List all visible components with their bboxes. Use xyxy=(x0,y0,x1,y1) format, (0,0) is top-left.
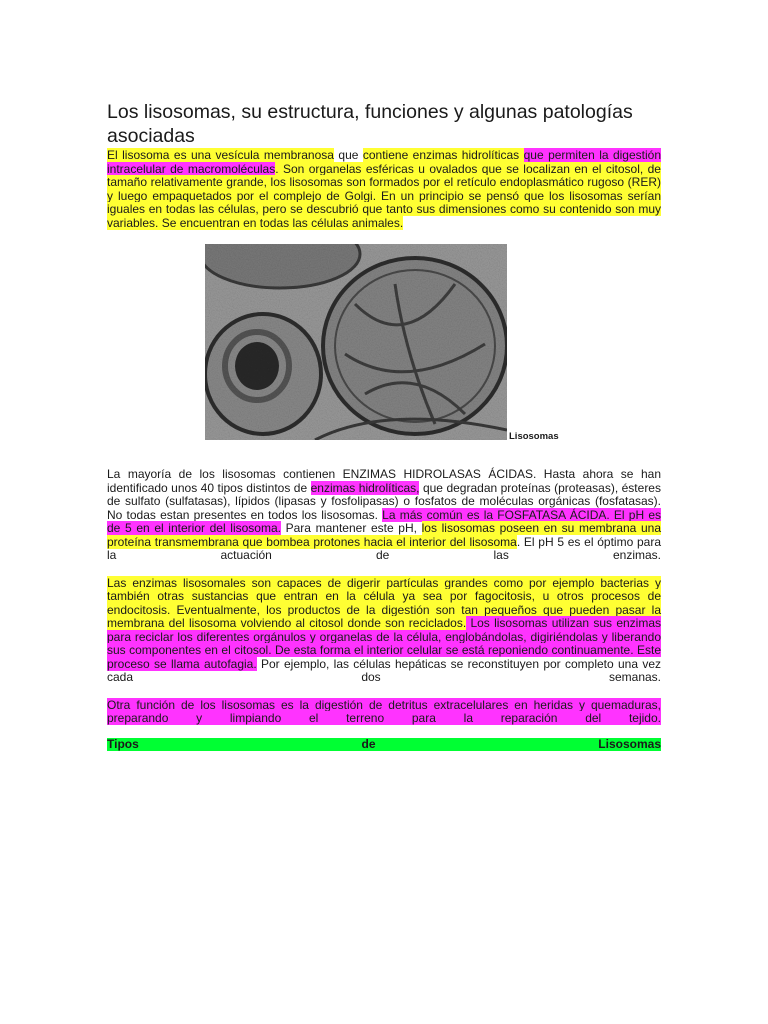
paragraph-other-function xyxy=(107,699,661,726)
highlight-magenta: Los lisosomas utilizan sus enzimas para reciclar los diferentes orgánulos y organelas de la célula, englobándolas, digiriéndolas y liberando sus componentes en el citosol. De esta forma el interior celular se está reponiendo continuamente. Este proceso se llama autofagia. xyxy=(107,616,661,671)
document-page xyxy=(107,100,661,751)
figure-caption: Lisosomas xyxy=(509,431,559,442)
highlight-yellow: . Son organelas esféricas u ovalados que se localizan en el citosol, de tamaño relativamente grande, los lisosomas son formados por el retículo endoplasmático rugoso (RER) y luego empaquetados por el complejo de Golgi. En un principio se pensó que los lisosomas serían iguales en todas las células, pero se descubrió que tanto sus dimensiones como su contenido son muy variables. Se encuentran en todas las células animales. xyxy=(107,161,661,230)
text-run: que degradan proteínas (proteasas), ésteres de sulfato (sulfatasas), lípidos (lipasas y fosfolipasas) o fosfatos de moléculas orgánicas (fosfatasas). No todas estan presentes en todos los lisosomas. xyxy=(107,480,661,522)
figure xyxy=(107,244,661,454)
text-run: Para mantener este pH, xyxy=(280,521,422,535)
highlight-magenta: La más común es la FOSFATASA ÁCIDA. El pH es de 5 en el interior del lisosoma. xyxy=(107,507,662,535)
highlight-magenta: enzimas hidrolíticas, xyxy=(310,480,420,495)
highlight-yellow: El lisosoma es una vesícula membranosa xyxy=(107,148,334,162)
text-run: que xyxy=(333,148,363,162)
paragraph-enzymes xyxy=(107,468,661,563)
heading-word: Tipos xyxy=(107,736,139,751)
highlight-yellow: Las enzimas lisosomales son capaces de digerir partículas grandes como por ejemplo bacterias y también otras sustancias que entran en la célula ya sea por fagocitosis, u otros procesos de endocitosis. Eventualmente, los productos de la digestión son tan pequeños que pueden pasar la membrana del lisosoma volviendo al citosol donde son reciclados. xyxy=(107,575,661,630)
micrograph-image xyxy=(205,244,507,440)
text-run: . El pH 5 es el óptimo para la actuación de las enzimas. xyxy=(107,534,661,562)
highlight-yellow: los lisosomas poseen en su membrana una proteína transmembrana que bombea protones hacia el interior del lisosoma xyxy=(107,521,661,549)
text-run xyxy=(519,148,523,162)
section-heading-tipos xyxy=(107,738,661,752)
highlight-magenta: Otra función de los lisosomas es la digestión de detritus extracelulares en heridas y quemaduras, preparando y limpiando el terreno para la reparación del tejido. xyxy=(107,697,661,725)
text-run: La mayoría de los lisosomas contienen ENZIMAS HIDROLASAS ÁCIDAS. Hasta ahora se han identificado unos 40 tipos distintos de xyxy=(107,467,661,495)
heading-word: de xyxy=(361,736,376,751)
highlight-magenta: que permiten la digestión intracelular de macromoléculas xyxy=(107,148,662,176)
highlight-yellow: contiene enzimas hidrolíticas xyxy=(362,148,520,162)
paragraph-intro xyxy=(107,149,661,230)
paragraph-digestion xyxy=(107,577,661,685)
page-title: Los lisosomas, su estructura, funciones y algunas patologías asociadas xyxy=(107,101,633,147)
heading-word: Lisosomas xyxy=(598,736,661,751)
micrograph-drawing xyxy=(205,244,507,440)
text-run: Por ejemplo, las células hepáticas se reconstituyen por completo una vez cada dos semanas. xyxy=(107,656,661,684)
